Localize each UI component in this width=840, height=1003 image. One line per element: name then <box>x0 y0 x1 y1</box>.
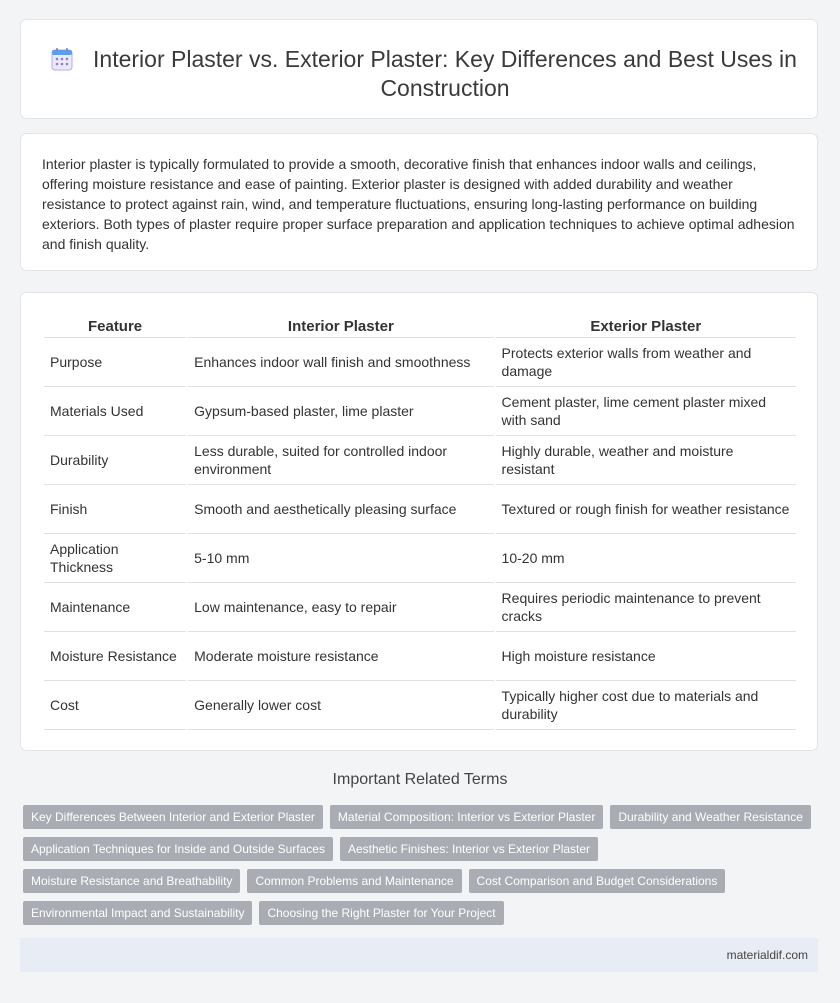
exterior-cell: 10-20 mm <box>496 534 796 583</box>
column-header-feature: Feature <box>44 315 186 338</box>
table-header-row <box>44 315 796 338</box>
calendar-icon <box>51 47 73 71</box>
table-row <box>44 387 796 436</box>
table-row <box>44 436 796 485</box>
footer <box>20 938 818 972</box>
interior-cell: Low maintenance, easy to repair <box>188 583 493 632</box>
interior-cell: Moderate moisture resistance <box>188 632 493 681</box>
intro-card <box>20 133 818 271</box>
exterior-cell: Typically higher cost due to materials and durability <box>496 681 796 730</box>
feature-cell: Finish <box>44 485 186 534</box>
feature-cell: Cost <box>44 681 186 730</box>
title-card <box>20 19 818 119</box>
intro-paragraph: Interior plaster is typically formulated to provide a smooth, decorative finish that enhances indoor walls and ceilings, offering moisture resistance and ease of painting. Exterior plaster is designed with added durability and weather resistance to protect against rain, wind, and temperature fluctuations, ensuring long-lasting performance on building exteriors. Both types of plaster require proper surface preparation and application techniques to achieve optimal adhesion and finish quality. <box>42 156 795 252</box>
related-terms-list <box>23 805 823 933</box>
comparison-table-card <box>20 292 818 751</box>
interior-cell: Less durable, suited for controlled indoor environment <box>188 436 493 485</box>
table-row <box>44 485 796 534</box>
feature-cell: Purpose <box>44 338 186 387</box>
exterior-cell: Highly durable, weather and moisture resistant <box>496 436 796 485</box>
related-term-tag[interactable]: Environmental Impact and Sustainability <box>23 901 252 925</box>
related-term-tag[interactable]: Application Techniques for Inside and Outside Surfaces <box>23 837 333 861</box>
table-row <box>44 681 796 730</box>
feature-cell: Maintenance <box>44 583 186 632</box>
exterior-cell: Textured or rough finish for weather resistance <box>496 485 796 534</box>
related-term-tag[interactable]: Durability and Weather Resistance <box>610 805 811 829</box>
interior-cell: Generally lower cost <box>188 681 493 730</box>
interior-cell: Smooth and aesthetically pleasing surface <box>188 485 493 534</box>
table-row <box>44 632 796 681</box>
related-term-tag[interactable]: Aesthetic Finishes: Interior vs Exterior Plaster <box>340 837 598 861</box>
exterior-cell: High moisture resistance <box>496 632 796 681</box>
column-header-exterior: Exterior Plaster <box>496 315 796 338</box>
column-header-interior: Interior Plaster <box>188 315 493 338</box>
related-term-tag[interactable]: Moisture Resistance and Breathability <box>23 869 240 893</box>
feature-cell: Durability <box>44 436 186 485</box>
related-term-tag[interactable]: Material Composition: Interior vs Exterior Plaster <box>330 805 603 829</box>
interior-cell: 5-10 mm <box>188 534 493 583</box>
exterior-cell: Cement plaster, lime cement plaster mixed with sand <box>496 387 796 436</box>
footer-site-link[interactable]: materialdif.com <box>726 948 808 962</box>
exterior-cell: Requires periodic maintenance to prevent cracks <box>496 583 796 632</box>
comparison-table <box>42 315 798 730</box>
related-term-tag[interactable]: Choosing the Right Plaster for Your Project <box>259 901 503 925</box>
exterior-cell: Protects exterior walls from weather and damage <box>496 338 796 387</box>
related-term-tag[interactable]: Common Problems and Maintenance <box>247 869 461 893</box>
interior-cell: Gypsum-based plaster, lime plaster <box>188 387 493 436</box>
table-row <box>44 338 796 387</box>
feature-cell: Moisture Resistance <box>44 632 186 681</box>
page-title: Interior Plaster vs. Exterior Plaster: Key Differences and Best Uses in Construction <box>93 46 797 101</box>
feature-cell: Materials Used <box>44 387 186 436</box>
table-row <box>44 583 796 632</box>
related-term-tag[interactable]: Key Differences Between Interior and Exterior Plaster <box>23 805 323 829</box>
feature-cell: Application Thickness <box>44 534 186 583</box>
related-term-tag[interactable]: Cost Comparison and Budget Considerations <box>469 869 726 893</box>
table-row <box>44 534 796 583</box>
related-terms-heading: Important Related Terms <box>332 771 508 788</box>
interior-cell: Enhances indoor wall finish and smoothness <box>188 338 493 387</box>
